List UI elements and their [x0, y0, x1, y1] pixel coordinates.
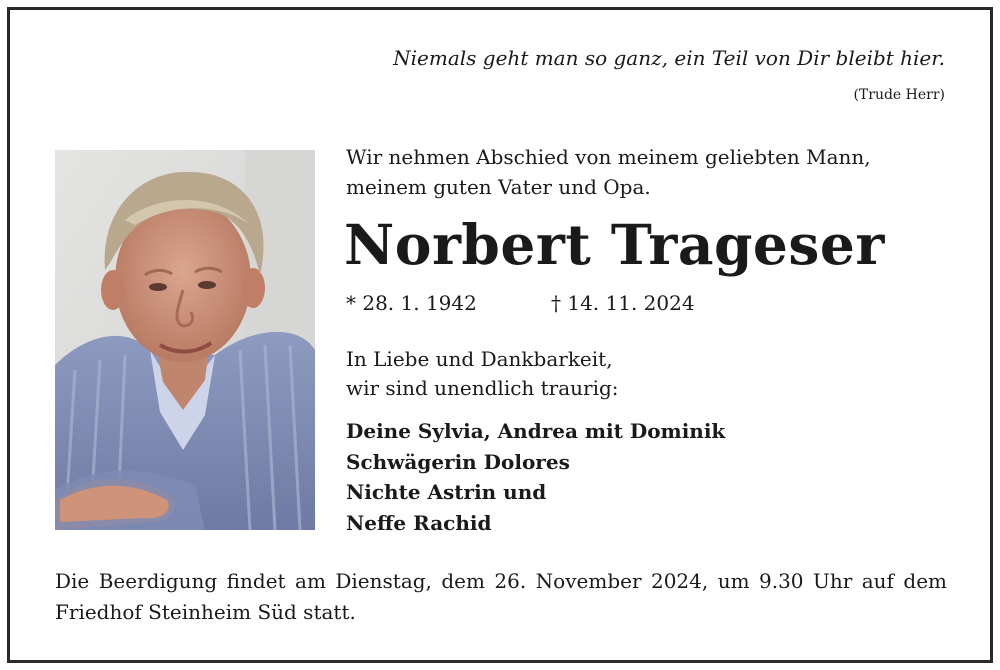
- birth-date: * 28. 1. 1942: [346, 291, 477, 315]
- family-member: Nichte Astrin und: [346, 480, 547, 504]
- quote-text: Niemals geht man so ganz, ein Teil von Dir bleibt hier.: [393, 46, 945, 70]
- mourning-text: [346, 345, 619, 403]
- funeral-notice: Die Beerdigung findet am Dienstag, dem 26. November 2024, um 9.30 Uhr auf dem Friedhof Steinheim Süd statt.: [55, 569, 947, 624]
- mourning-line-2: wir sind unendlich traurig:: [346, 376, 619, 400]
- family-member: Schwägerin Dolores: [346, 449, 570, 474]
- family-list: [346, 416, 725, 538]
- death-date: † 14. 11. 2024: [551, 291, 695, 315]
- intro-text: [346, 142, 871, 202]
- intro-line-1: Wir nehmen Abschied von meinem geliebten Mann,: [346, 145, 871, 169]
- family-member: Deine Sylvia, Andrea mit Dominik: [346, 419, 726, 443]
- family-member: Neffe Rachid: [346, 510, 492, 535]
- deceased-name: Norbert Trageser: [344, 212, 885, 277]
- intro-line-2: meinem guten Vater und Opa.: [346, 175, 651, 199]
- mourning-line-1: In Liebe und Dankbarkeit,: [346, 347, 613, 371]
- quote-author: (Trude Herr): [853, 87, 945, 103]
- portrait-photo: [55, 150, 315, 530]
